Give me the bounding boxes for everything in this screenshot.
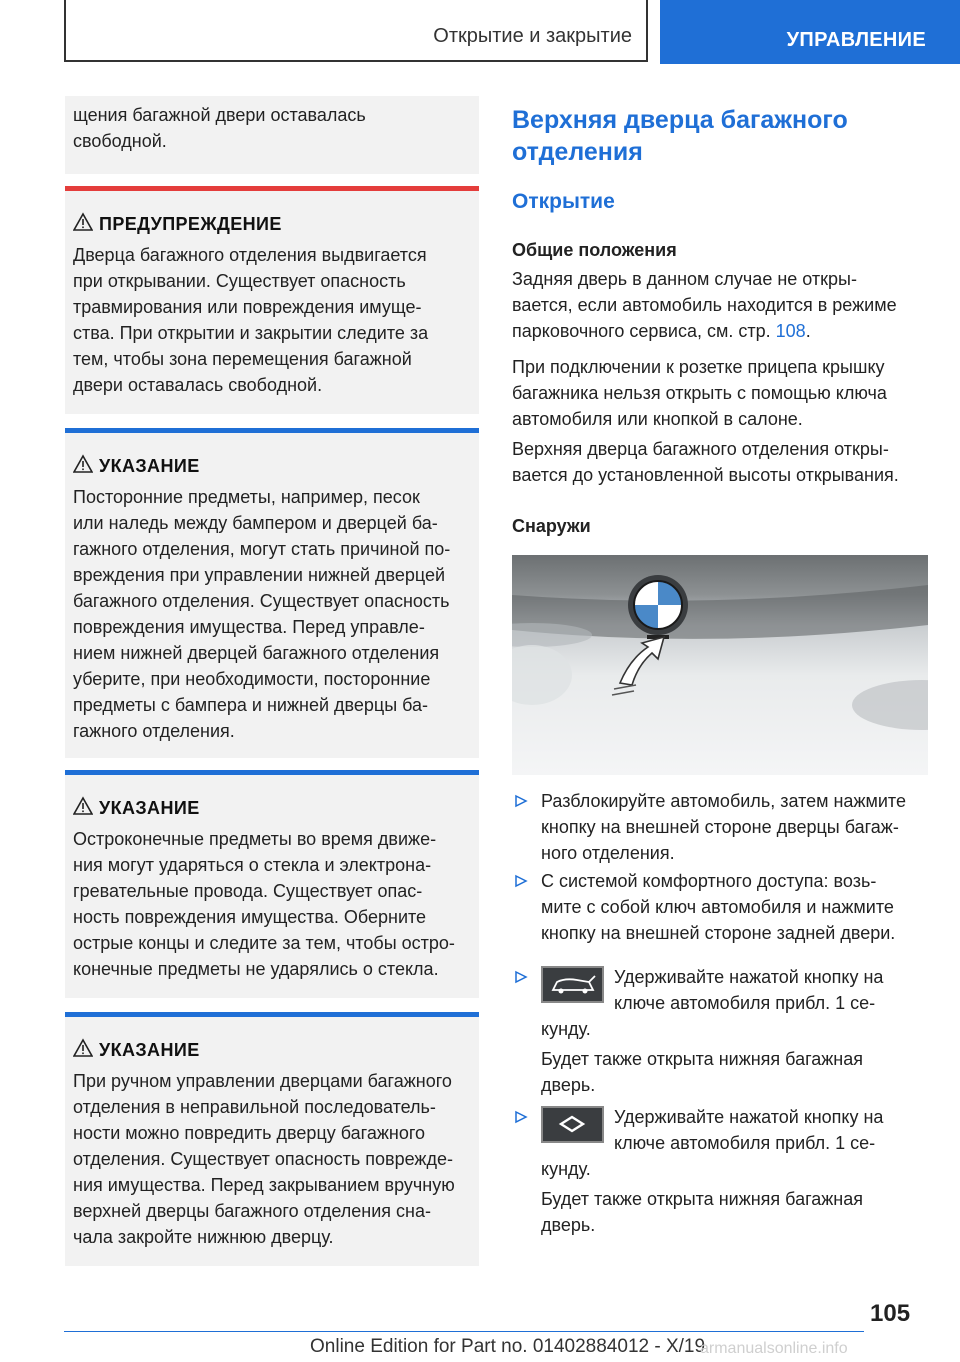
bullet-line: С системой комфортного доступа: возь- — [541, 871, 877, 891]
notice-box-2 — [65, 770, 479, 998]
intro-continuation-box — [65, 96, 479, 174]
header-section-title: Открытие и закрытие — [433, 25, 632, 47]
notice-line: конечные предметы не ударялись о стекла. — [73, 959, 439, 979]
key-line: кунду. — [541, 1159, 591, 1179]
paragraph-line: автомобиля или кнопкой в салоне. — [512, 409, 803, 429]
notice-title: УКАЗАНИЕ — [99, 1040, 200, 1060]
warning-line: при открывании. Существует опасность — [73, 271, 406, 291]
notice-line: Посторонние предметы, например, песок — [73, 487, 420, 507]
key-line: ключе автомобиля прибл. 1 се- — [614, 993, 876, 1013]
notice-line: гажного отделения. — [73, 721, 235, 741]
paragraph-line: Верхняя дверца багажного отделения откры- — [512, 439, 889, 459]
warning-bar — [65, 186, 479, 191]
notice-line: вреждения при управлении нижней дверцей — [73, 565, 446, 585]
notice-line: предметы с бампера и нижней дверцы ба- — [73, 695, 429, 715]
notice-line: верхней дверцы багажного отделения сна- — [73, 1201, 431, 1221]
warning-triangle-icon — [73, 454, 93, 474]
notice-line: гажного отделения, могут стать причиной по- — [73, 539, 451, 559]
key-line: Удерживайте нажатой кнопку на — [614, 967, 884, 987]
notice-line: или наледь между бампером и дверцей ба- — [73, 513, 438, 533]
paragraph-line: вается, если автомобиль находится в режиме — [512, 295, 897, 315]
footer-edition: Online Edition for Part no. 01402884012 - X/19 — [310, 1336, 706, 1357]
notice-line: нием нижней дверцей багажного отделения — [73, 643, 440, 663]
bullet-triangle-icon — [514, 970, 528, 984]
bullet-triangle-icon — [514, 1110, 528, 1124]
header-chapter-title: УПРАВЛЕНИЕ — [786, 29, 926, 51]
warning-title: ПРЕДУПРЕЖДЕНИЕ — [99, 214, 282, 234]
tailgate-key-icon — [541, 1106, 604, 1143]
notice-title: УКАЗАНИЕ — [99, 798, 200, 818]
paragraph-text: парковочного сервиса, см. стр. — [512, 321, 776, 341]
car-trunk-key-icon — [541, 966, 604, 1003]
notice-line: ности можно повредить дверцу багажного — [73, 1123, 426, 1143]
notice-line: ния имущества. Перед закрыванием вручную — [73, 1175, 455, 1195]
subsection-title: Открытие — [512, 190, 615, 213]
notice-line: Остроконечные предметы во время движе- — [73, 829, 437, 849]
page-link[interactable]: 108 — [775, 321, 806, 341]
bullet-line: кнопку на внешней стороне задней двери. — [541, 923, 896, 943]
paragraph-line: вается до установленной высоты открывания. — [512, 465, 899, 485]
notice-box-3 — [65, 1012, 479, 1266]
tailgate-illustration — [512, 555, 928, 775]
key-line: ключе автомобиля прибл. 1 се- — [614, 1133, 876, 1153]
notice-line: При ручном управлении дверцами багажного — [73, 1071, 452, 1091]
warning-line: травмирования или повреждения имуще- — [73, 297, 422, 317]
warning-triangle-icon — [73, 1038, 93, 1058]
bullet-line: кнопку на внешней стороне дверцы багаж- — [541, 817, 899, 837]
key-note-line: Будет также открыта нижняя багажная — [541, 1049, 863, 1069]
notice-line: повреждения имущества. Перед управле- — [73, 617, 425, 637]
notice-line: острые концы и следите за тем, чтобы остро- — [73, 933, 455, 953]
intro-line: щения багажной двери оставалась — [73, 105, 366, 125]
section-title: отделения — [512, 138, 643, 166]
bullet-triangle-icon — [514, 794, 528, 808]
notice-title: УКАЗАНИЕ — [99, 456, 200, 476]
notice-line: ния могут ударяться о стекла и электрона- — [73, 855, 432, 875]
key-line: Удерживайте нажатой кнопку на — [614, 1107, 884, 1127]
section-title: Верхняя дверца багажного — [512, 106, 848, 134]
paragraph-line: При подключении к розетке прицепа крышку — [512, 357, 885, 377]
footer-divider — [64, 1331, 864, 1332]
general-heading: Общие положения — [512, 240, 677, 260]
key-line: кунду. — [541, 1019, 591, 1039]
key-note-line: дверь. — [541, 1215, 596, 1235]
paragraph-end: . — [805, 321, 811, 341]
key-note-line: дверь. — [541, 1075, 596, 1095]
warning-triangle-icon — [73, 796, 93, 816]
warning-line: тем, чтобы зона перемещения багажной — [73, 349, 412, 369]
notice-box-1 — [65, 428, 479, 758]
paragraph-line: Задняя дверь в данном случае не откры- — [512, 269, 857, 289]
bullet-line: ного отделения. — [541, 843, 675, 863]
notice-line: отделения в неправильной последователь- — [73, 1097, 436, 1117]
warning-line: Дверца багажного отделения выдвигается — [73, 245, 427, 265]
warning-line: двери оставалась свободной. — [73, 375, 323, 395]
key-note-line: Будет также открыта нижняя багажная — [541, 1189, 863, 1209]
paragraph-line: багажника нельзя открыть с помощью ключа — [512, 383, 887, 403]
notice-bar — [65, 428, 479, 433]
tailgate-button-photo — [512, 555, 928, 775]
warning-triangle-icon — [73, 212, 93, 232]
notice-bar — [65, 1012, 479, 1017]
notice-bar — [65, 770, 479, 775]
notice-line: гревательные провода. Существует опас- — [73, 881, 423, 901]
paragraph-line — [512, 318, 932, 344]
outside-heading: Снаружи — [512, 516, 591, 536]
bullet-triangle-icon — [514, 874, 528, 888]
intro-line: свободной. — [73, 131, 167, 151]
warning-line: ства. При открытии и закрытии следите за — [73, 323, 429, 343]
page-number: 105 — [870, 1300, 911, 1327]
watermark: armanualsonline.info — [700, 1340, 848, 1357]
bullet-line: мите с собой ключ автомобиля и нажмите — [541, 897, 894, 917]
notice-line: чала закройте нижнюю дверцу. — [73, 1227, 334, 1247]
header-section-tab — [64, 0, 648, 62]
notice-line: ность повреждения имущества. Оберните — [73, 907, 427, 927]
warning-box — [65, 186, 479, 414]
notice-line: отделения. Существует опасность поврежде- — [73, 1149, 453, 1169]
notice-line: уберите, при необходимости, посторонние — [73, 669, 431, 689]
notice-line: багажного отделения. Существует опасность — [73, 591, 450, 611]
header-chapter-tab[interactable] — [660, 0, 960, 64]
bullet-line: Разблокируйте автомобиль, затем нажмите — [541, 791, 906, 811]
